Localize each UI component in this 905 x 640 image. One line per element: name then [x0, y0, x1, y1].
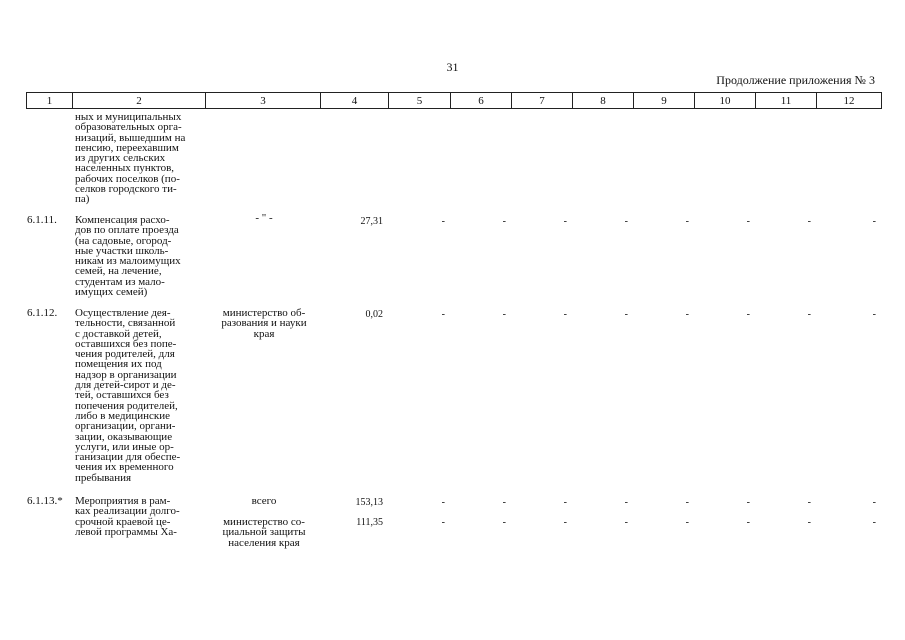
row-dash: - — [502, 497, 506, 508]
org-line: циальной защиты — [222, 526, 306, 539]
description-line: дов по оплате проезда — [75, 224, 179, 237]
org-line: - " - — [255, 212, 273, 224]
description-line: Осуществление дея- — [75, 307, 171, 319]
description-line: чения родителей, для — [75, 348, 175, 361]
row-dash: - — [441, 517, 445, 528]
description-line: с доставкой детей, — [75, 327, 162, 340]
org-line: населения края — [228, 536, 300, 549]
row-description — [75, 308, 203, 483]
row-dash: - — [807, 517, 811, 528]
description-line: ных и муниципальных — [75, 111, 182, 123]
description-line: из других сельских — [75, 152, 166, 165]
description-line: ные участки школь- — [75, 244, 169, 257]
row-dash: - — [624, 216, 628, 227]
description-line: левой программы Ха- — [75, 525, 177, 538]
row-dash: - — [563, 517, 567, 528]
description-line: населенных пунктов, — [75, 162, 175, 175]
description-line: помещения их под — [75, 358, 162, 371]
row-dash: - — [807, 216, 811, 227]
row-dash: - — [563, 309, 567, 320]
row-organization — [210, 308, 318, 339]
description-line: ках реализации долго- — [75, 505, 180, 518]
row-dash: - — [441, 216, 445, 227]
row-value: 0,02 — [365, 309, 383, 320]
row-dash: - — [563, 497, 567, 508]
description-line: па) — [75, 193, 90, 206]
row-organization — [210, 496, 318, 506]
row-dash: - — [872, 497, 876, 508]
org-line: министерство со- — [223, 516, 305, 528]
description-line: студентам из мало- — [75, 275, 165, 288]
row-code: 6.1.13.* — [27, 495, 63, 507]
column-number: 7 — [512, 93, 573, 109]
description-line: срочной краевой це- — [75, 515, 171, 528]
row-dash: - — [685, 216, 689, 227]
description-line: пребывания — [75, 471, 132, 484]
continuation-note: Продолжение приложения № 3 — [716, 73, 875, 87]
org-line: разования и науки — [221, 317, 307, 330]
row-dash: - — [685, 497, 689, 508]
page-number: 31 — [446, 60, 459, 74]
description-line: тельности, связанной — [75, 317, 176, 330]
org-line: края — [253, 327, 275, 340]
column-number: 4 — [321, 93, 389, 109]
description-line: для детей-сирот и де- — [75, 379, 176, 392]
org-line: всего — [251, 495, 277, 507]
description-line: либо в медицинские — [75, 409, 171, 422]
description-line: организации, органи- — [75, 420, 176, 433]
description-line: Мероприятия в рам- — [75, 495, 171, 507]
row-value: 111,35 — [356, 517, 383, 528]
description-line: низаций, вышедшим на — [75, 131, 186, 144]
description-line: семей, на лечение, — [75, 265, 162, 278]
description-line: зации, оказывающие — [75, 430, 173, 443]
row-organization — [210, 517, 318, 548]
description-line: надзор в организации — [75, 368, 177, 381]
row-dash: - — [746, 309, 750, 320]
row-dash: - — [624, 517, 628, 528]
description-line: чения их временного — [75, 461, 174, 474]
row-dash: - — [624, 309, 628, 320]
row-dash: - — [624, 497, 628, 508]
description-line: тей, оставшихся без — [75, 389, 169, 402]
column-number: 1 — [27, 93, 73, 109]
row-dash: - — [746, 497, 750, 508]
description-line: оставшихся без попе- — [75, 337, 177, 350]
row-dash: - — [807, 497, 811, 508]
description-line: Компенсация расхо- — [75, 214, 170, 226]
row-code: 6.1.11. — [27, 214, 57, 226]
column-number-header — [26, 92, 882, 109]
row-dash: - — [685, 517, 689, 528]
description-line: услуги, или иные ор- — [75, 440, 174, 453]
description-line: попечения родителей, — [75, 399, 178, 412]
column-number: 8 — [573, 93, 634, 109]
row-dash: - — [807, 309, 811, 320]
description-line: (на садовые, огород- — [75, 234, 172, 247]
row-description — [75, 215, 203, 297]
row-dash: - — [502, 216, 506, 227]
column-number: 11 — [756, 93, 817, 109]
description-line: образовательных орга- — [75, 121, 182, 134]
row-value: 153,13 — [355, 497, 383, 508]
description-line: имущих семей) — [75, 286, 148, 299]
description-line: селков городского ти- — [75, 183, 177, 196]
row-dash: - — [872, 309, 876, 320]
row-organization — [210, 213, 318, 223]
description-line: пенсию, переехавшим — [75, 141, 179, 154]
row-dash: - — [872, 517, 876, 528]
row-dash: - — [441, 497, 445, 508]
column-number: 2 — [73, 93, 206, 109]
row-dash: - — [502, 309, 506, 320]
row-dash: - — [746, 517, 750, 528]
row-dash: - — [441, 309, 445, 320]
row-description — [75, 496, 203, 537]
column-number: 12 — [817, 93, 882, 109]
column-number: 5 — [389, 93, 451, 109]
row-value: 27,31 — [360, 216, 383, 227]
row-dash: - — [746, 216, 750, 227]
column-number: 6 — [451, 93, 512, 109]
org-line: министерство об- — [222, 307, 306, 319]
row-description — [75, 112, 203, 205]
column-number: 9 — [634, 93, 695, 109]
description-line: никам из малоимущих — [75, 255, 181, 268]
row-dash: - — [502, 517, 506, 528]
row-dash: - — [872, 216, 876, 227]
description-line: ганизации для обеспе- — [75, 451, 181, 464]
row-dash: - — [563, 216, 567, 227]
description-line: рабочих поселков (по- — [75, 172, 180, 185]
column-number: 3 — [206, 93, 321, 109]
row-code: 6.1.12. — [27, 307, 58, 319]
column-number: 10 — [695, 93, 756, 109]
row-dash: - — [685, 309, 689, 320]
